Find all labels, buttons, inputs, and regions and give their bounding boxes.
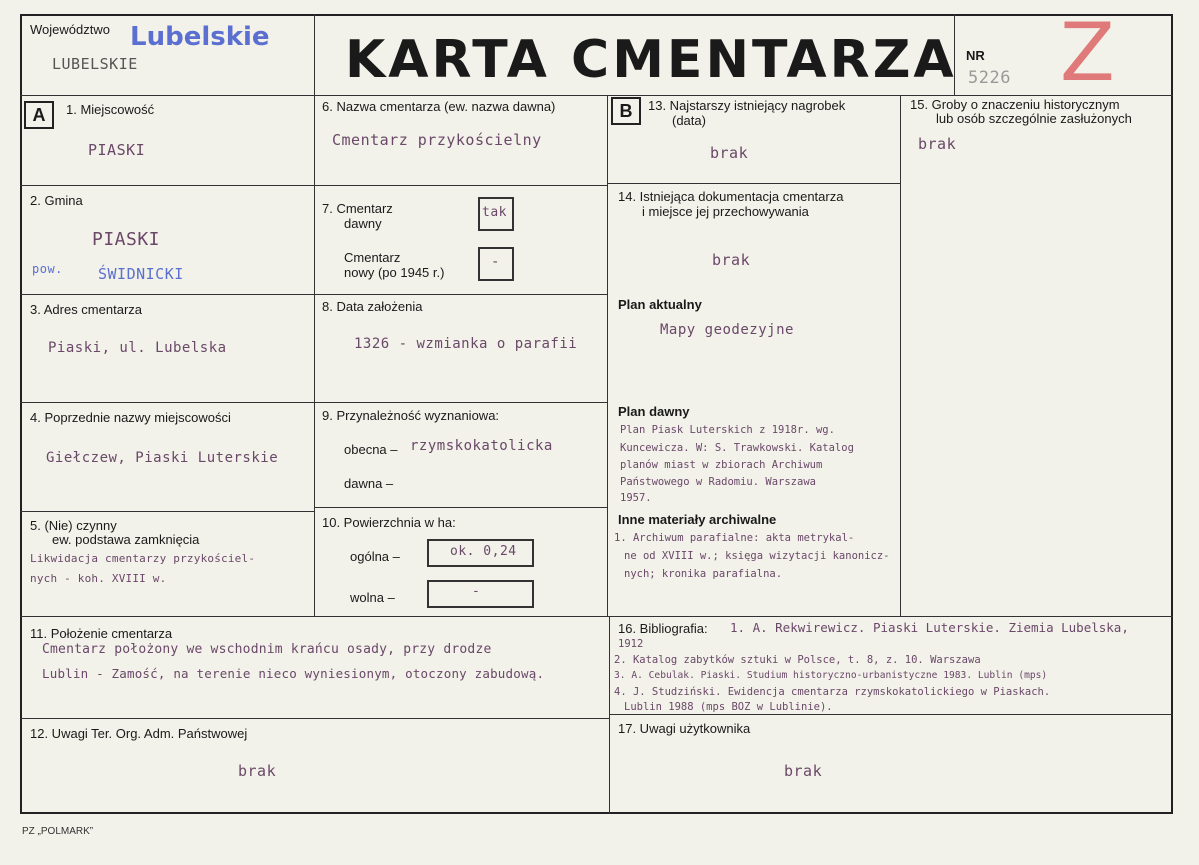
obecna-value: rzymskokatolicka [410, 438, 553, 454]
divider [607, 183, 900, 184]
field-7-dawny-sublabel: dawny [344, 216, 382, 231]
field-6-value: Cmentarz przykościelny [332, 131, 542, 149]
divider [20, 511, 314, 512]
field-11-label: 11. Położenie cmentarza [30, 626, 173, 641]
field-5-value-line2: nych - koh. XVIII w. [30, 572, 167, 585]
field-3-value: Piaski, ul. Lubelska [48, 340, 227, 356]
section-a-badge: A [24, 101, 54, 129]
wojewodztwo-label: Województwo [30, 22, 110, 37]
field-5-sublabel: ew. podstawa zamknięcia [52, 532, 200, 547]
plan-dawny-line: Państwowego w Radomiu. Warszawa [620, 476, 816, 488]
field-10-label: 10. Powierzchnia w ha: [322, 515, 456, 530]
divider [900, 95, 901, 616]
field-4-value: Giełczew, Piaski Luterskie [46, 450, 279, 466]
bibliography-line: 2. Katalog zabytków sztuki w Polsce, t. 8, z. 10. Warszawa [614, 654, 981, 666]
publisher-footer: PZ „POLMARK” [22, 826, 94, 837]
dawna-label: dawna – [344, 476, 394, 491]
field-7-nowy-sublabel: nowy (po 1945 r.) [344, 265, 445, 280]
divider [20, 718, 609, 719]
divider [314, 185, 607, 186]
field-11-value-line2: Lublin - Zamość, na terenie nieco wyniesionym, otoczony zabudową. [42, 666, 545, 681]
field-8-label: 8. Data założenia [322, 299, 423, 314]
field-1-label: 1. Miejscowość [66, 102, 155, 117]
obecna-label: obecna – [344, 442, 398, 457]
field-1-value: PIASKI [88, 141, 146, 159]
bibliography-line: 4. J. Studziński. Ewidencja cmentarza rzymskokatolickiego w Piaskach. [614, 686, 1051, 698]
plan-dawny-line: Kuncewicza. W: S. Trawkowski. Katalog [620, 442, 854, 454]
field-9-label: 9. Przynależność wyznaniowa: [322, 408, 500, 423]
powiat-prefix: pow. [32, 262, 63, 276]
field-15-sublabel: lub osób szczególnie zasłużonych [936, 111, 1132, 126]
section-b-badge: B [611, 97, 641, 125]
plan-dawny-label: Plan dawny [618, 404, 690, 419]
page-title: KARTA CMENTARZA [345, 30, 957, 90]
field-7-nowy-label: Cmentarz [344, 250, 401, 265]
divider [20, 616, 1173, 617]
divider [314, 402, 607, 403]
field-7-nowy-value: - [491, 254, 500, 270]
field-2-value: PIASKI [92, 229, 161, 250]
bibliography-line: 1. A. Rekwirewicz. Piaski Luterskie. Ziemia Lubelska, [730, 620, 1129, 635]
field-6-label: 6. Nazwa cmentarza (ew. nazwa dawna) [322, 99, 556, 114]
divider [314, 507, 607, 508]
field-5-label: 5. (Nie) czynny [30, 518, 117, 533]
field-15-label: 15. Groby o znaczeniu historycznym [910, 97, 1120, 112]
field-17-label: 17. Uwagi użytkownika [618, 721, 751, 736]
plan-dawny-line: planów miast w zbiorach Archiwum [620, 459, 823, 471]
plan-dawny-line: 1957. [620, 492, 652, 504]
field-3-label: 3. Adres cmentarza [30, 302, 142, 317]
field-5-value-line1: Likwidacja cmentarzy przykościel- [30, 552, 256, 565]
field-13-value: brak [710, 144, 749, 162]
inne-label: Inne materiały archiwalne [618, 512, 777, 527]
field-13-sublabel: (data) [672, 113, 706, 128]
bibliography-line: 1912 [618, 638, 644, 650]
divider [314, 14, 315, 616]
divider [609, 714, 1173, 715]
nr-label: NR [966, 48, 985, 63]
powiat-value: ŚWIDNICKI [98, 265, 184, 283]
bibliography-line: 3. A. Cebulak. Piaski. Studium historyczno-urbanistyczne 1983. Lublin (mps) [614, 670, 1048, 681]
inne-line: 1. Archiwum parafialne: akta metrykal- [614, 532, 855, 544]
nr-value: 5226 [968, 68, 1011, 88]
divider [20, 185, 314, 186]
divider [609, 616, 610, 814]
field-12-value: brak [238, 762, 277, 780]
field-13-label: 13. Najstarszy istniejący nagrobek [648, 98, 846, 113]
ogolna-value: ok. 0,24 [450, 544, 517, 559]
wolna-box [427, 580, 534, 608]
divider [20, 95, 1173, 96]
divider [20, 294, 314, 295]
wojewodztwo-stamp: Lubelskie [130, 22, 270, 52]
field-11-value-line1: Cmentarz położony we wschodnim krańcu osady, przy drodze [42, 642, 492, 657]
field-17-value: brak [784, 762, 823, 780]
nr-letter-stamp: Z [1060, 6, 1115, 99]
field-14-label: 14. Istniejąca dokumentacja cmentarza [618, 189, 844, 204]
divider [607, 95, 608, 616]
wolna-label: wolna – [350, 590, 395, 605]
wojewodztwo-value: LUBELSKIE [52, 55, 138, 73]
field-14-value: brak [712, 251, 751, 269]
wolna-value: - [472, 584, 481, 599]
field-8-value: 1326 - wzmianka o parafii [354, 336, 578, 352]
ogolna-label: ogólna – [350, 549, 400, 564]
field-2-label: 2. Gmina [30, 193, 83, 208]
field-16-label: 16. Bibliografia: [618, 621, 708, 636]
field-12-label: 12. Uwagi Ter. Org. Adm. Państwowej [30, 726, 248, 741]
divider [20, 402, 314, 403]
plan-dawny-line: Plan Piask Luterskich z 1918r. wg. [620, 424, 835, 436]
plan-aktualny-value: Mapy geodezyjne [660, 322, 794, 338]
field-7-dawny-label: 7. Cmentarz [322, 201, 393, 216]
field-14-sublabel: i miejsce jej przechowywania [642, 204, 809, 219]
inne-line: ne od XVIII w.; księga wizytacji kanonicz- [624, 550, 890, 562]
field-15-value: brak [918, 135, 957, 153]
divider [314, 294, 607, 295]
field-7-dawny-value: tak [482, 205, 507, 220]
bibliography-line: Lublin 1988 (mps BOZ w Lublinie). [624, 701, 833, 713]
field-4-label: 4. Poprzednie nazwy miejscowości [30, 410, 231, 425]
inne-line: nych; kronika parafialna. [624, 568, 783, 580]
plan-aktualny-label: Plan aktualny [618, 297, 702, 312]
